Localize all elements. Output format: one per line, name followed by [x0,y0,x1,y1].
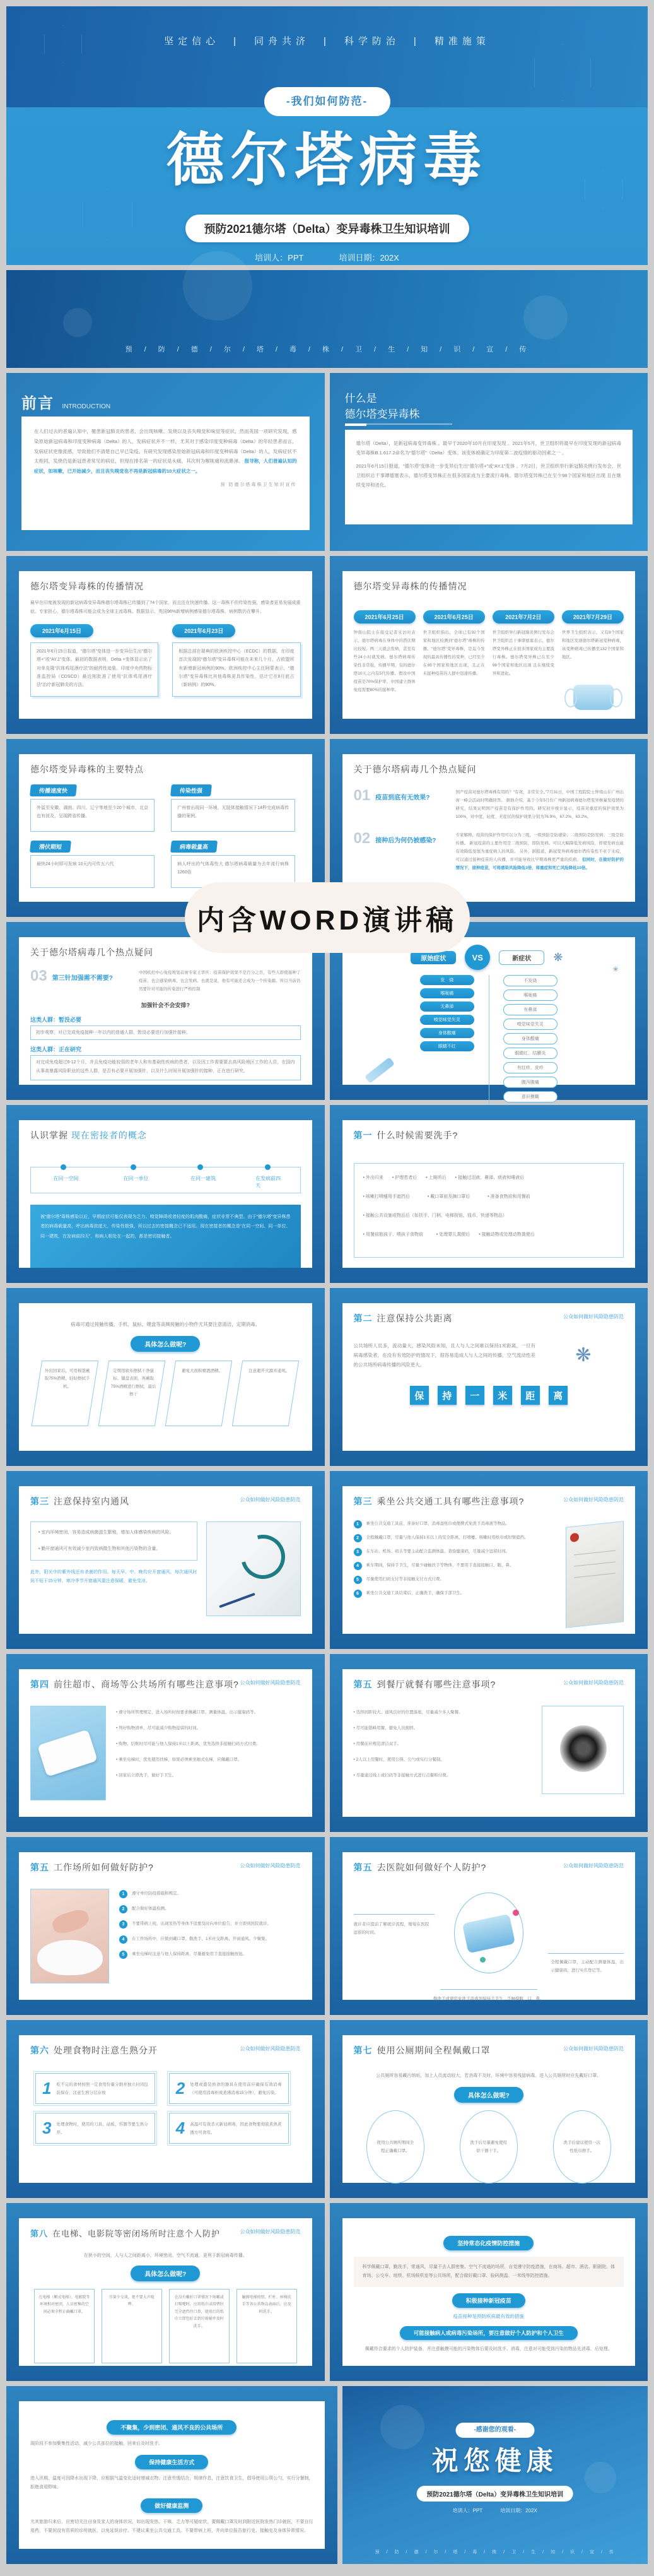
slide-wash-hands [330,1105,648,1283]
molecule-decoration [183,251,252,321]
faq-question: 疫苗到底有无效果? [375,795,430,801]
intro-card [21,417,310,530]
transport-no: 第三 [353,1496,373,1506]
card-text: 吃不完的食材按照一定食用份量分割并独立封闭包装保存，注意生熟分层存放 [56,2082,148,2095]
feature-tag: 病毒载量高 [170,841,218,853]
section-hint: 公众如何做好风险隐患防范 [240,1863,301,1869]
enclosed-box: 触摸电梯按钮、栏杆、座椅扶手等各公共物品表面后，应及时洗手。 [236,2289,297,2363]
measures-pill-1: 坚持常态化疫情防控措施 [443,2236,534,2250]
new-symptom-pill: 意识模糊 [503,1091,558,1102]
measures-text-3: 佩戴符合要求的个人防护装备，并注意触摸可能的污染物体后要及时洗手、消毒，注意对可能受到污染的物品先消毒、后处理。 [365,2347,612,2351]
how-pill: 具体怎么做呢? [131,2266,200,2281]
section-hint: 公众如何做好风险隐患防范 [563,1314,624,1320]
slide-food [6,2020,325,2198]
virus-icon: ❋ [553,950,567,964]
distance-no: 第二 [353,1313,373,1323]
measures-text-1: 科学佩戴口罩，勤洗手、常通风，尽量不去人群密集、空气不流通的场所，自觉遵守防疫措施，在商场、超市、酒店、影剧院、体育场、公交车、地铁、机场候机室等公共场所，配合做好戴口罩、验码测温、一米线等防控措施。 [354,2257,624,2287]
enclosed-title: 在电梯、电影院等密闭场所时注意个人防护 [52,2229,221,2238]
intro-footer: 预 防德尔塔毒株卫生知识宣传 [220,482,297,487]
disinfect-step: 避免大面积喷洒酒精。 [182,1368,223,1373]
habits-text-2: 进入汛期，温度可因降水出现下降，应根据气温变化适时增减衣物；注意劳逸结合，规律作息，注意饮食卫生，倡导使用公筷公勺，实行分餐制，拒绝食用野味。 [30,2476,313,2490]
new-symptom-pill: 有鼻涕 [503,1004,558,1015]
spread2-item-text: 世卫组织举行新冠肺炎例行发布会世卫组织总干事谭德塞表示，德尔塔变异株正在很多国家成为主要流行毒株。德尔塔变异株已在至少98个国家和地区出现 且在继续变异和进化。 [492,630,554,676]
whatis-title-1: 什么是 [344,393,377,405]
new-symptom-pill: 不发烧 [503,975,558,986]
spread1-title: 德尔塔变异毒株的传播情况 [30,581,144,591]
spread2-item-text: 世卫组织指出，全球已有92个国家和地区检测到“德尔塔”毒株的传播。“德尔塔”变异毒株，是迄今发现的最具传播性的变种，已经至少在85个国家和地区出现，且正在未接种疫苗的人群中迅速传播。 [423,630,485,676]
how-pill: 具体怎么做呢? [131,1336,200,1352]
virus-icon: ✳ [612,965,619,974]
card-text: 处理或盛装熟食的器具在使用前应确保有效消毒（可使用消毒柜或煮沸消毒15分钟），避免污染。 [190,2082,282,2095]
cover-date: 培训日期：202X [339,253,399,263]
group-text: 对完成免疫超过6-12个月，并且免疫功能较弱的老年人和有基础性疾病的患者，以及因工作需要要去高风险地区工作的人员，在国内从事高暴露风险职业的这些人群，是否有必要开展加强针，以及什么时间开展加强针的接种，正在进行研究。 [30,1055,301,1080]
step-text: 乘坐电梯时注意与他人保持距离，尽量避免用手直接接触按钮。 [132,1952,247,1956]
old-symptoms-label: 原始症状 [411,951,456,964]
thanks-meta [342,2507,648,2514]
old-symptom-pill: 眼睛不红 [420,1041,474,1051]
faq3-center-question: 加强针会不会安排? [141,1002,190,1008]
step-text: 全程佩戴口罩，尽量与他人保持1米以上的安全距离，打喷嚏、咳嗽时用纸巾或肘臂遮挡。 [366,1535,528,1540]
group-text: 初步观察，对已完成免疫接种一年以内的普通人群，暂没必要进行加强针接种。 [30,1025,301,1040]
megaphone-photo [542,1706,624,1794]
hospital-right-note: 全程佩戴口罩，主动配合测量体温，出示健康码，进行实名登记等。 [551,1960,624,1973]
cover-badge: -我们如何防范- [264,87,390,116]
transport-title: 乘坐公共交通工具有哪些注意事项? [377,1496,525,1506]
distance-title: 注意保持公共距离 [377,1313,453,1323]
date-pill: 2021年7月2日 [493,610,554,623]
wash-row: • 咳嗽打喷嚏用手遮挡后 • 戴口罩前及摘口罩后 • 准备食物前和用餐前 [363,1195,530,1199]
section-hint: 公众如何做好风险隐患防范 [563,1680,624,1686]
date-pill: 2021年6月25日 [423,610,485,623]
restaurant-bullet: • 尽量通过线上或扫码等非接触方式进行点餐和付费。 [353,1773,451,1778]
feature-text: 最快24小时即可发病 10天内可传五六代 [30,855,155,888]
new-symptom-pill: 嗅觉味觉失灵 [503,1019,558,1030]
restaurant-bullet: • 尽可能错峰用餐，避免人员拥挤。 [353,1726,418,1730]
habits-pill-1: 不聚集，少到密闭、通风不良的公共场所 [107,2420,236,2435]
market-bullet: • 购物、结账时尽可能与他人保持1米以上距离，优先选择非接触扫码方式付费。 [116,1742,260,1746]
hospital-title: 去医院如何做好个人防护? [377,1862,487,1872]
toilet-tip: 使用公共厕所期间全程正确戴口罩。 [366,2110,424,2183]
section-hint: 公众如何做好风险隐患防范 [563,1497,624,1503]
faq12-title: 关于德尔塔病毒几个热点疑问 [353,764,477,774]
step-number: 5 [119,1951,127,1959]
faq3-title: 关于德尔塔病毒几个热点疑问 [30,947,153,957]
slide-market [6,1654,325,1832]
restaurant-no: 第五 [353,1679,373,1689]
measures-text-2: 疫苗接种是预防疾病最有效的措施 [453,2313,524,2319]
intro-title: 前言 [21,395,54,412]
vent-bullet: • 勤开窗通风可有效减少室内致病微生物和其他污染物的含量。 [38,1547,161,1551]
virus-illustration: ❋ [575,1345,597,1366]
section-hint: 公众如何做好风险隐患防范 [563,2046,624,2052]
molecule-decoration [63,308,92,337]
habits-pill-2: 保持健康生活方式 [135,2455,208,2469]
slide-transport [330,1471,648,1649]
habits-pill-3: 做好健康监测 [141,2498,202,2513]
slide-intro [6,373,325,551]
disinfect-step: 定期用软布擦拭干净鼠标、键盘表面，再蘸取75%酒精进行擦拭，最后擦干 [111,1368,156,1397]
enclosed-no: 第八 [30,2229,49,2238]
step-text: 不要带病上班，出现发热等身体不适要及时向单位报告，并立即到医院就诊。 [132,1922,271,1926]
new-symptom-pill: 身体酸痛 [503,1033,558,1044]
slide-thanks [342,2386,648,2564]
step-number: 5 [354,1576,362,1584]
features-title: 德尔塔变异毒株的主要特点 [30,764,144,774]
mask-photo [30,1706,106,1800]
old-symptom-pill: 嗅觉味觉失灵 [420,1015,474,1025]
faq-answer: 专家解释，疫苗的保护作用可以分为三级，一级预防是防感染；二级预防是防发病；三级是防传播。 新冠疫苗的主要作用是二级预防，即防发病。可以大幅降低发病风险，即使发病也能有效降低发展为重症病人的风险。 另外，据报道，新冠变异病毒德尔塔传染性不亚于水痘，可以通过接种疫苗的人传播，并可能导致比早期毒株更严重的疾病。 [455,833,624,862]
old-symptom-pill: 无鼻涕 [420,1001,474,1012]
market-bullet: • 列好购物清单，尽可能减少购物逗留的时间。 [116,1726,201,1730]
new-symptom-pill: 有红疹、皮疹 [503,1062,558,1073]
card-text: 高温可有效杀灭新冠病毒，因此食物要彻底煮熟煮透方可食用。 [190,2122,282,2135]
cover-trainer: 培训人：PPT [255,253,304,263]
slide-spread-1 [6,556,325,734]
thanks-trainer: 培训人：PPT [452,2508,483,2514]
enclosed-box: 尽量少交谈，更不要大声喧哗。 [102,2289,162,2363]
slide-restaurant [330,1654,648,1832]
distance-body: 公共场所人员多，流动量大，感染风险未知，且人与人之间难以保持1米距离，一旦有病毒感染者，在没有有效防护的情况下，很容易造成人与人之间的传播，空气流动性差的公共场所病毒传播的风险更大。 [353,1343,535,1368]
enclosed-box: 在电梯（厢式电梯）、电影院等环境相对密闭，人员密集的空间必须全程正确戴口罩。 [34,2289,95,2363]
step-number: 6 [354,1590,362,1598]
wash-title: 什么时候需要洗手? [377,1130,458,1140]
vent-bullet: • 室内环境密闭，容易造成病菌滋生繁殖，增加人体感染疾病的风险。 [38,1530,174,1535]
slide-cover [6,6,648,265]
restaurant-bullet: • 2人以上用餐时，使用公筷、公勺或实行分餐制。 [353,1758,445,1762]
restaurant-bullet: • 用餐前应规范清洁双手。 [353,1742,402,1746]
thanks-title: 祝您健康 [431,2446,558,2476]
slide-spread-2 [330,556,648,734]
spread2-item-text: 钟南山院士在接受记者采访时表示，德尔塔病毒在身体中的潜伏期比较短，两三天就会发病，甚至有些24小时就发病。德尔塔病毒传染性非常强，传播早期，有的德尔塔10天之内有5代传播。假设中国疫苗是70%保护率，中国建立群体免疫需要80%的接种率。 [353,630,416,692]
step-text: 在车站、机场、码头等要主动配合监测体温、查验健康码，尽量减少逗留时间。 [366,1549,510,1554]
thanks-slogan: 预 / 防 / 德 / 尔 / 塔 / 毒 / 株 / 卫 / 生 / 知 / 识 / 宣 / 传 [375,2550,615,2555]
step-text: 遵守单位防疫措施和规定。 [132,1891,181,1896]
disinfect-step: 注意避开火源并通风。 [248,1368,290,1373]
disinfect-step: 外出回家后，可用棉签蘸取75%酒精，轻轻擦拭手机。 [44,1368,90,1389]
step-number: 2 [354,1534,362,1542]
vent-no: 第三 [30,1496,49,1506]
market-bullet: • 遵守场所管理规定，进入场所时按要求佩戴口罩、测量体温、出示健康码等。 [116,1710,259,1715]
card-number: 2 [175,2079,185,2098]
slide-habits [6,2386,337,2564]
market-bullet: • 乘坐电梯时，优先使用扶梯，如果必须乘坐厢式电梯，应佩戴口罩。 [116,1758,242,1762]
feature-text: 外溢至安徽、湖南、四川、辽宁等地至少20个城市，北京也有波及，呈现跨省传播。 [30,799,155,832]
faq-number: 02 [353,830,371,847]
distance-char: 离 [549,1386,568,1405]
timeline-dot [265,1164,271,1170]
restaurant-bullet: • 选择间距较大、通风良好的位置落座，尽量减少多人聚餐。 [353,1710,463,1715]
timeline-dot [61,1164,66,1170]
step-number: 4 [119,1935,127,1944]
hospital-left-note: 就诊者应提前了解就诊流程，缩短在医院逗留的时间。 [353,1922,429,1935]
handwashing-photo [30,1889,109,1983]
section-hint: 公众如何做好风险隐患防范 [240,1497,301,1503]
spread2-item-text: 世界卫生组织表示，又有8个国家和地区发现德尔塔新冠变种病毒，该变种病毒已传播至132个国家和地区。 [561,630,624,659]
faq-question: 接种后为何仍被感染? [375,837,436,844]
distance-char: 保 [410,1386,429,1405]
toilet-title: 使用公厕期间全程佩戴口罩 [377,2045,491,2055]
section-hint: 公众如何做好风险隐患防范 [240,2046,301,2052]
hospital-bottom-note: 勤洗手或使用免洗手消毒剂保持手卫生，不触摸眼、口、鼻。 [433,1997,544,2001]
cc-timeline [30,1167,301,1193]
section-hint: 公众如何做好风险隐患防范 [240,1680,301,1686]
distance-char: 距 [521,1386,540,1405]
habits-text-3: 尤其旅游归来后，应密切关注自身及家人的身体状况，如出现发热、干咳、乏力等可疑症状，要佩戴口罩及时到附近医院发热门诊就医，不要自行用药，不要到没有资质的诊所就医，以免延误诊疗。不建议乘坐公共交通工具。不要带病上班，并向单位报告旅行史、接触史及身体异常情况。 [30,2520,313,2533]
wash-list-box [354,1163,624,1258]
cover-meta [6,251,648,263]
card-number: 1 [42,2079,52,2098]
notebook-photo [566,1521,624,1628]
timeline-label: 在发病前四天 [255,1176,281,1188]
timeline-label: 在同一建筑 [190,1176,216,1181]
molecule-decoration [523,295,568,340]
step-text: 乘坐公共交通工具结束后，正确洗手，确保手部卫生。 [366,1591,465,1595]
enclosed-body: 在狭小的空间，人与人之间距离小，环境密闭、空气不流通，更利于新冠病毒传播。 [83,2254,247,2258]
timeline-dot [197,1164,203,1170]
market-bullet: • 回家后立即洗手，做好手卫生。 [116,1773,177,1778]
section-hint: 公众如何做好风险隐患防范 [240,2229,301,2235]
whatis-p1: 德尔塔（Delta），是新冠病毒变异毒株 。最早于2020年10月在印度发现 。2021年5月，世卫组织将最早在印度发现的新冠病毒变异毒株B.1.617.2命名为“德尔塔”（Delta）变体。该变体被确定为印度第二波疫情的驱动因素之一 。 [356,440,621,456]
distance-char: 米 [493,1386,512,1405]
food-no: 第六 [30,2045,49,2055]
vs-badge: VS [465,945,490,970]
whatis-p2: 2021年6月15日报道，“德尔塔”变体进一步变异衍生出“德尔塔+”或“AY.1”变体 。7月2日，世卫组织举行新冠肺炎例行发布会，世卫组织总干事谭德塞表示，德尔塔变异株正在很多国家成为主要流行毒株。德尔塔变异株已在至少98个国家和地区出现 且在继续变异和进化。 [356,463,621,488]
faq-number: 01 [353,787,371,804]
group-tag: 这类人群：正在研究 [30,1046,82,1053]
wash-row: • 用餐前抱孩子、喂孩子食物前 • 处理婴儿粪便后 • 接触动物或处理动物粪便后 [363,1232,535,1237]
new-symptom-pill: 腹泻腹痛 [503,1077,558,1088]
connector-line [548,1953,624,1954]
word-script-badge [185,882,470,953]
thanks-date: 培训日期：202X [500,2508,537,2514]
wash-row: • 接触公共设施或物品后（如扶手、门柄、电梯按钮、钱币、快递等物品） [363,1214,507,1218]
card-number: 4 [175,2118,185,2137]
whatis-card [345,430,633,524]
food-title: 处理食物时注意生熟分开 [54,2045,158,2055]
wash-row: • 外出归来 • 护理患者后 • 上厕所后 • 接触过泪液、鼻涕、痰液和唾液后 [363,1176,525,1180]
feature-text: 病人呼出的气体毒性大 德尔塔病毒载量为去年流行病株1260倍 [171,855,295,888]
date-pill: 2021年7月29日 [562,610,624,623]
faq-number: 03 [30,967,47,984]
measures-pill-3: 可能接触病人或病毒污染场所，要注意做好个人防护和个人卫生 [400,2326,578,2340]
old-symptom-pill: 发 烧 [420,975,474,985]
date-pill: 2021年6月23日 [172,624,235,637]
distance-char: 持 [438,1386,457,1405]
market-no: 第四 [30,1679,49,1689]
faq-answer: 中国疾控中心免疫规划首席专家王华庆：疫苗保护效果不是百分之百，有些人即使接种了疫苗，也会感染病毒，也会发病。也就是说，他有可能还会成为一个传染源。所以当前仍然要针对可能的传染进行严格控制 [139,971,301,991]
toilet-tip: 洗手后尽量避免使用烘干器干手。 [460,2110,518,2183]
restaurant-title: 到餐厅就餐有哪些注意事项? [377,1679,496,1689]
toilet-body: 公共厕所容易藏污纳垢，加上人员流动较大，若消毒不及时，环境中容易残留病毒。进入公共厕所时应先戴好口罩。 [376,2074,602,2078]
mask-illustration [573,685,614,710]
new-symptoms-label: 新症状 [499,950,544,965]
timeline-dot [131,1164,136,1170]
intro-body: 在人们过去的普遍认知中，罹患新冠肺炎的患者，会出现咳嗽、发烧以及丧失嗅觉和味觉等症状，然而英国一项研究发现，感染原始新冠病毒和印度变种病毒（Delta）的人，发病症状并不一样，尤其对于感染印度变种病毒（Delta）的年轻患者而言，发病症状更像流感，导致他们不清楚自己早已染疫。有研究发现感染原始新冠病毒和印度变种病毒（Delta）的人，发病症状不太相同，发烧仍是新冠患者常见的病征，但现在排名第一的症状是头痛，其次则为喉咙痛和流鼻涕。 [34,428,297,464]
cc-photo-text: 被“德尔塔”毒株感染以后，早期症状可能仅表现为乏力、嗅觉障碍或者轻度的肌肉酸痛，症状非常不典型。由于“德尔塔”变异株患者的病毒载量高，呼出病毒浓度大，传染性极强，所以过去的密接概念已不适用。现在密接者的概念是“在同一空间、同一单位、同一建筑，在发病前四天”，和病人相处在一起的，都是密切接触者。 [30,1205,301,1268]
step-number: 1 [119,1890,127,1898]
new-symptom-pill: 喉咙痛 [503,990,558,1001]
intro-highlight: 报导称，人们普遍认知的症状，如咳嗽，已开始减少，而且丧失嗅觉也不再是新冠病毒的10大症状之一。 [34,458,297,474]
market-title: 前往超市、商场等公共场所有哪些注意事项? [54,1679,239,1689]
cc-title-black: 认识掌握 [30,1130,68,1140]
slide-enclosed [6,2203,325,2381]
step-text: 配合做好体温检测。 [132,1906,169,1911]
step-number: 1 [354,1520,362,1528]
new-symptom-pill: 眼睛红、结膜炎 [503,1048,558,1059]
hospital-no: 第五 [353,1862,373,1872]
faq-answer: 国产疫苗对德尔塔毒株有用吗？“有效，非常安全。”7月31日，中国工程院院士钟南山在广州出席一峰会活动时明确回答。 据他介绍，基于今年5月份广州新冠病毒德尔塔变异株暴发疫情的研究，结果证明国产疫苗是有保护作用的。研究初步统计显示，疫苗对重症的保护效果为100%，对中度、轻度、无症状的保护效果分别为76.9%、67.2%、63.2%。 [455,790,624,819]
timeline-label: 在同一单位 [123,1176,149,1181]
step-text: 尽量使用扫码支付等非接触支付方式付费。 [366,1577,444,1581]
slide-distance [330,1288,648,1466]
feature-tag: 传染性强 [170,784,212,796]
stethoscope-photo [206,1521,301,1616]
old-symptom-pill: 喉咙痛 [420,988,474,998]
feature-tag: 传播速度快 [30,784,77,796]
slide-what-is [330,373,648,551]
slide-hospital [330,1837,648,2015]
card-text: 处理食物时，使用的刀具、砧板、容器等要生熟分开。 [56,2122,148,2135]
slide-close-contact [6,1105,325,1283]
slide-workplace [6,1837,325,2015]
spread1-intro: 最早在印度被发现的新冠病毒变异毒株德尔塔毒株已传播到了74个国家，而且还在快速传播。这一毒株不但传染性强，感染者更易发展成重症。专家担心，德尔塔毒株可能会成为全球主流毒株。数据显示，英国96%新增病例感染德尔塔毒株，病例数仍在攀升。 [30,601,301,614]
word-script-badge-label: 内含WORD演讲稿 [196,905,458,936]
slide-toilet [330,2020,648,2198]
workplace-no: 第五 [30,1862,49,1872]
slide-banner [6,270,648,368]
date-pill: 2021年6月15日 [30,624,93,637]
connector-line [440,1989,537,1990]
cover-subtitle: 预防2021德尔塔（Delta）变异毒株卫生知识培训 [185,215,469,242]
habits-text-1: 现阶段不参加聚集性活动，减少公共部位的接触，回来后及时洗手。 [30,2442,163,2446]
feature-tag: 潜伏期短 [30,841,71,853]
old-symptom-pill: 身体酸痛 [420,1028,474,1038]
spread1-item-text: 根据总部在瑞典的欧洲疾控中心（ECDC）的数据，在印度首次发现的“德尔塔”变异毒株可能在未来几个月，占欧盟所有新增新冠病例的90%。欧洲疾控中心主任阿蒙表示，“德尔塔”变异毒株比其他毒株更具传染性，估计它在8月底占（新病例）的90%。 [172,642,300,697]
vent-extra: 此外，阳光中的紫外线还有杀菌的作用。每天早、中、晚均应开窗通风，每次通风时间不短于15分钟，寒冷季节开窗通风要注意保暖，避免受凉。 [30,1570,197,1583]
card-number: 3 [42,2118,52,2137]
how-pill: 具体怎么做呢? [454,2087,523,2103]
toilet-tip: 洗手后建议使用一次性纸巾擦手。 [553,2110,611,2183]
spread1-item-text: 2021年6月15日报道，“德尔塔”变体进一步变异衍生出“德尔塔+”或“AY.1”变体。最初的数据表明，Delta +变体显示出了对单克隆“抗体鸡尾酒疗法”的耐药性迹象。印度中央药物标准监控局（CDSCO）最近刚批准了使用“抗体鸡尾酒疗法”治疗新冠肺炎的方法。 [30,642,158,697]
thanks-subtitle: 预防2021德尔塔（Delta）变异毒株卫生知识培训 [416,2486,573,2502]
cc-title-blue: 现在密接者的概念 [71,1130,147,1140]
group-tag: 这类人群：暂没必要 [30,1017,82,1023]
connector-line [354,1914,435,1915]
distance-char: 一 [465,1386,484,1405]
step-number: 4 [354,1562,362,1570]
mask-illustration [454,1893,523,1973]
step-text: 乘坐公共交通工具前，准备好口罩、消毒湿纸巾或便携式免洗手消毒液等物品。 [366,1521,510,1526]
workplace-title: 工作场所如何做好防护? [54,1862,154,1872]
slide-measures [330,2203,648,2381]
enclosed-box: 在没有戴好口罩情况下咳嗽或打喷嚏时，应用纸巾或用臂肘完全遮挡住口鼻，使用后的纸巾立即包好丢到垃圾桶并及时洗手。 [169,2289,230,2363]
feature-text: 广州曾出现同一环境，无肢体接触情况下14秒完成病毒传播的案例。 [171,799,295,832]
slide-ventilation [6,1471,325,1649]
disinfect-intro: 病毒可通过接触传播，手机、鼠标、键盘等高频接触的小物件尤其要注意清洁，定期消毒。 [71,1321,260,1327]
measures-pill-2: 积极接种新冠疫苗 [452,2293,525,2308]
slide-disinfect [6,1288,325,1466]
hexagon-decoration [82,189,132,240]
faq-question: 第三针加强需不需要? [52,975,113,982]
step-number: 3 [354,1548,362,1556]
cover-title: 德尔塔病毒 [166,128,488,192]
step-number: 2 [119,1905,127,1913]
faq-answer-highlight: 但同时，在做好防护的情况下，接种疫苗，可将感染风险降低3倍，将重症和死亡风险降低10倍。 [455,858,624,870]
section-hint: 公众如何做好风险隐患防范 [563,1863,624,1869]
timeline-label: 在同一空间 [53,1176,79,1181]
toilet-no: 第七 [353,2045,373,2055]
spread2-title: 德尔塔变异毒株的传播情况 [353,581,467,591]
wash-no: 第一 [353,1130,373,1140]
step-text: 乘车期间，保持手卫生，尽量少碰触扶手等物体，不要用手直接接触口、眼、鼻。 [366,1563,514,1568]
date-pill: 2021年6月25日 [354,610,416,623]
step-number: 3 [119,1920,127,1929]
cover-slogans: 坚定信心 | 同舟共济 | 科学防治 | 精准施策 [164,36,490,47]
step-text: 在工作场所中，应做到戴口罩、勤洗手、1米社交距离、开窗通风、少聚集。 [132,1937,270,1941]
whatis-title-2: 德尔塔变异毒株 [344,408,420,420]
intro-subtitle: INTRODUCTION [62,403,111,410]
thanks-badge: -感谢您的观看- [455,2423,534,2438]
banner-slogan: 预 / 防 / 德 / 尔 / 塔 / 毒 / 株 / 卫 / 生 / 知 / 识 / 宣 / 传 [125,346,529,353]
vent-title: 注意保持室内通风 [54,1496,129,1506]
